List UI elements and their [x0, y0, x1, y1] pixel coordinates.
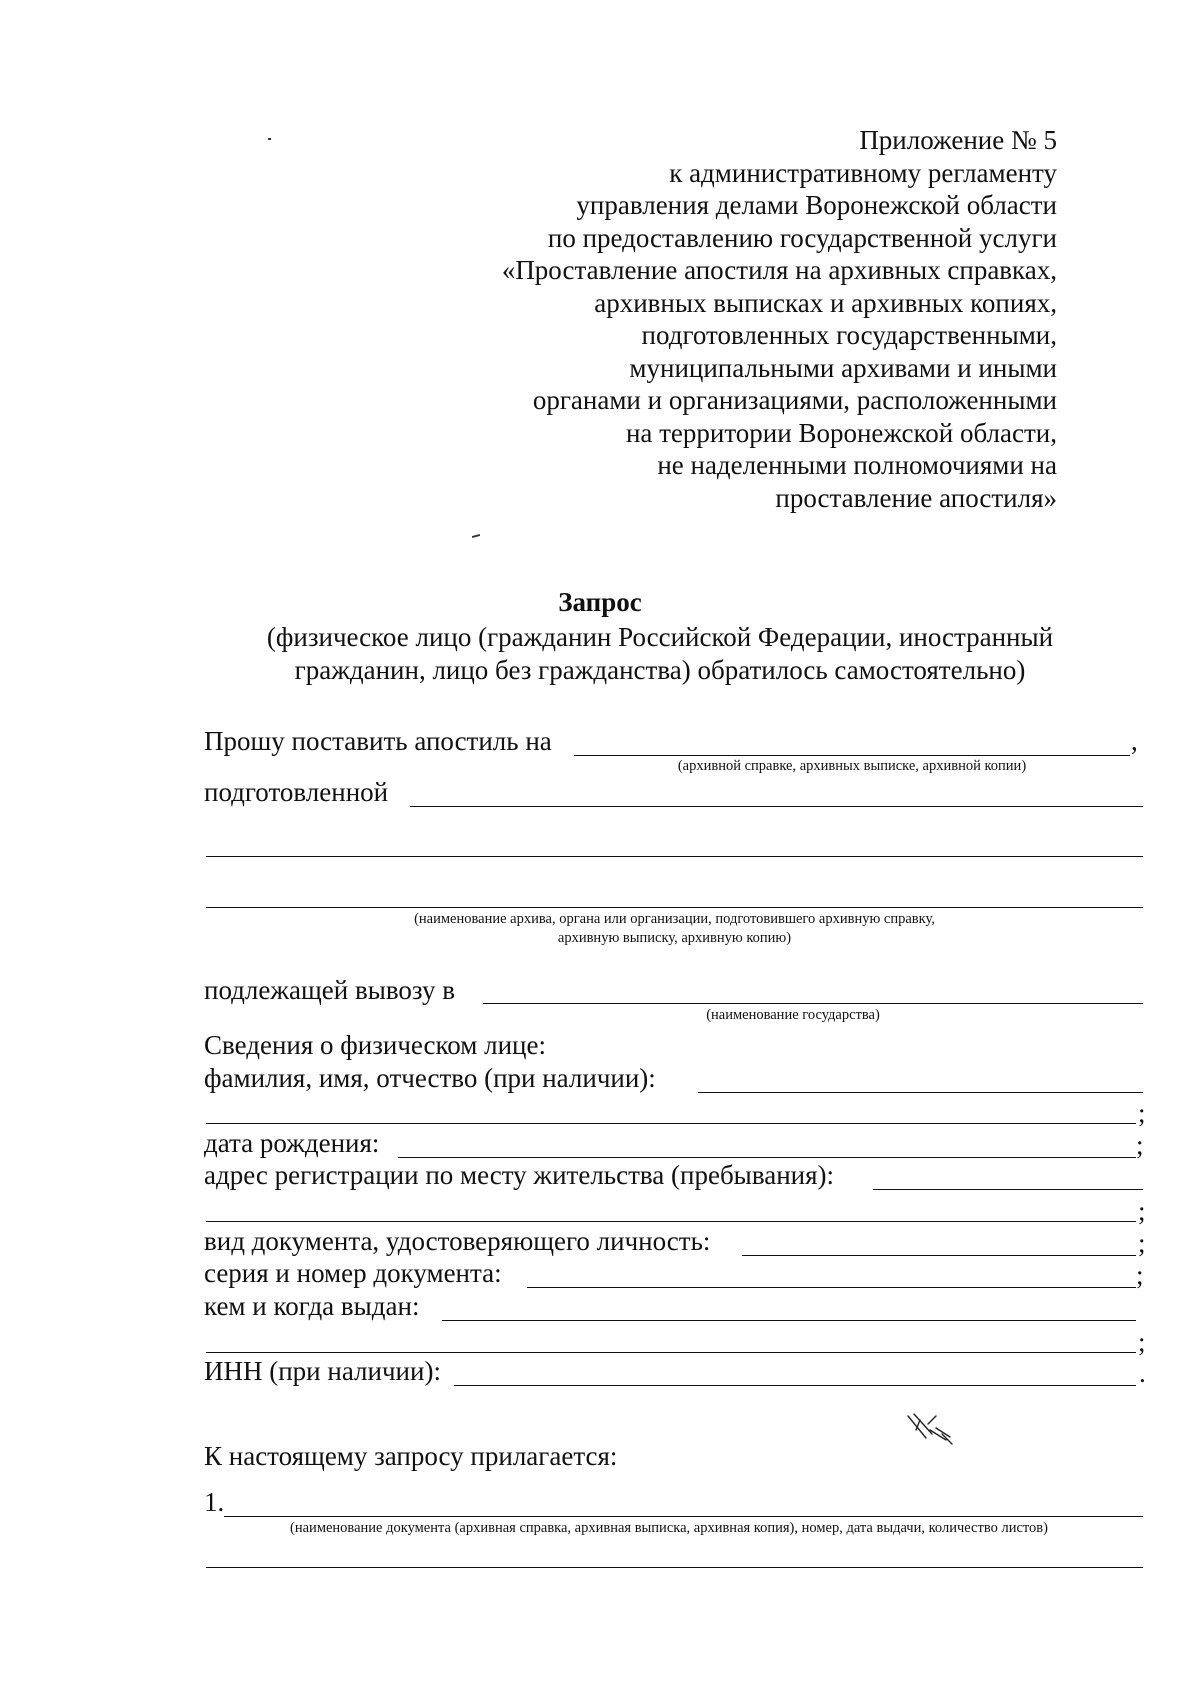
header-line: подготовленных государственными, [641, 320, 1057, 350]
issued-label: кем и когда выдан: [204, 1291, 420, 1321]
address-field[interactable] [873, 1189, 1143, 1190]
header-line: не наделенными полномочиями на [657, 450, 1057, 480]
apostille-comma: , [1131, 726, 1138, 756]
attachment-item-hint: (наименование документа (архивная справка, архивная выписка, архивная копия), номер, дата выдачи, количество листов) [290, 1520, 1048, 1536]
person-heading: Сведения о физическом лице: [204, 1030, 546, 1060]
export-field[interactable] [483, 1003, 1143, 1004]
inn-period: . [1139, 1358, 1146, 1388]
header-line: «Проставление апостиля на архивных справках, [501, 255, 1057, 285]
doc-number-semicolon: ; [1136, 1260, 1144, 1290]
attachments-heading: К настоящему запросу прилагается: [204, 1441, 618, 1471]
header-line: архивных выписках и архивных копиях, [594, 287, 1057, 318]
prepared-hint-1: (наименование архива, органа или организации, подготовившего архивную справку, [414, 911, 935, 927]
header-line: по предоставлению государственной услуги [547, 222, 1057, 253]
header-line: проставление апостиля» [775, 482, 1057, 513]
scan-speck [268, 138, 271, 140]
apostille-label: Прошу поставить апостиль на [204, 726, 552, 756]
doc-number-field[interactable] [527, 1287, 1136, 1288]
inn-field[interactable] [454, 1385, 1136, 1386]
prepared-field-line-3[interactable] [206, 907, 1143, 908]
issued-field[interactable] [442, 1320, 1136, 1321]
subtitle-line-1: (физическое лицо (гражданин Российской Федерации, иностранный [266, 622, 1054, 652]
subtitle-line-2: гражданин, лицо без гражданства) обратилось самостоятельно) [294, 655, 1026, 685]
address-field-line-2[interactable] [206, 1221, 1136, 1222]
prepared-field-line-2[interactable] [206, 856, 1143, 857]
apostille-field[interactable] [574, 755, 1130, 756]
doc-type-field[interactable] [742, 1255, 1136, 1256]
fio-semicolon: ; [1138, 1098, 1146, 1128]
fio-field[interactable] [698, 1092, 1143, 1093]
fio-label: фамилия, имя, отчество (при наличии): [204, 1063, 656, 1093]
scan-speck [472, 534, 480, 538]
header-line: на территории Воронежской области, [625, 417, 1057, 448]
birth-field[interactable] [398, 1157, 1136, 1158]
doc-type-label: вид документа, удостоверяющего личность: [204, 1226, 711, 1256]
export-label: подлежащей вывозу в [204, 975, 456, 1005]
inn-label: ИНН (при наличии): [204, 1356, 441, 1386]
header-line: муниципальными архивами и иными [629, 352, 1057, 383]
fio-field-line-2[interactable] [206, 1123, 1136, 1124]
doc-type-semicolon: ; [1138, 1228, 1146, 1258]
birth-label: дата рождения: [204, 1128, 380, 1158]
attachment-item-number: 1. [204, 1487, 225, 1517]
attachment-item-field-line-2[interactable] [206, 1567, 1143, 1568]
header-line: управления делами Воронежской области [576, 190, 1057, 220]
handwritten-mark-icon [906, 1410, 956, 1445]
page-title: Запрос [558, 587, 642, 617]
header-line: органами и организациями, расположенными [532, 385, 1057, 415]
address-label: адрес регистрации по месту жительства (пребывания): [204, 1160, 835, 1190]
prepared-label: подготовленной [204, 777, 389, 807]
export-hint: (наименование государства) [706, 1007, 880, 1023]
birth-semicolon: ; [1136, 1130, 1144, 1160]
issued-semicolon: ; [1138, 1327, 1146, 1357]
prepared-hint-2: архивную выписку, архивную копию) [557, 930, 792, 946]
doc-number-label: серия и номер документа: [204, 1258, 502, 1288]
attachment-item-field[interactable] [224, 1516, 1143, 1517]
header-line: к административному регламенту [669, 157, 1057, 188]
address-semicolon: ; [1138, 1196, 1146, 1226]
header-block [417, 124, 1057, 514]
issued-field-line-2[interactable] [206, 1352, 1136, 1353]
apostille-hint: (архивной справке, архивных выписке, архивной копии) [677, 758, 1027, 774]
header-line: Приложение № 5 [859, 125, 1057, 155]
prepared-field[interactable] [410, 806, 1143, 807]
